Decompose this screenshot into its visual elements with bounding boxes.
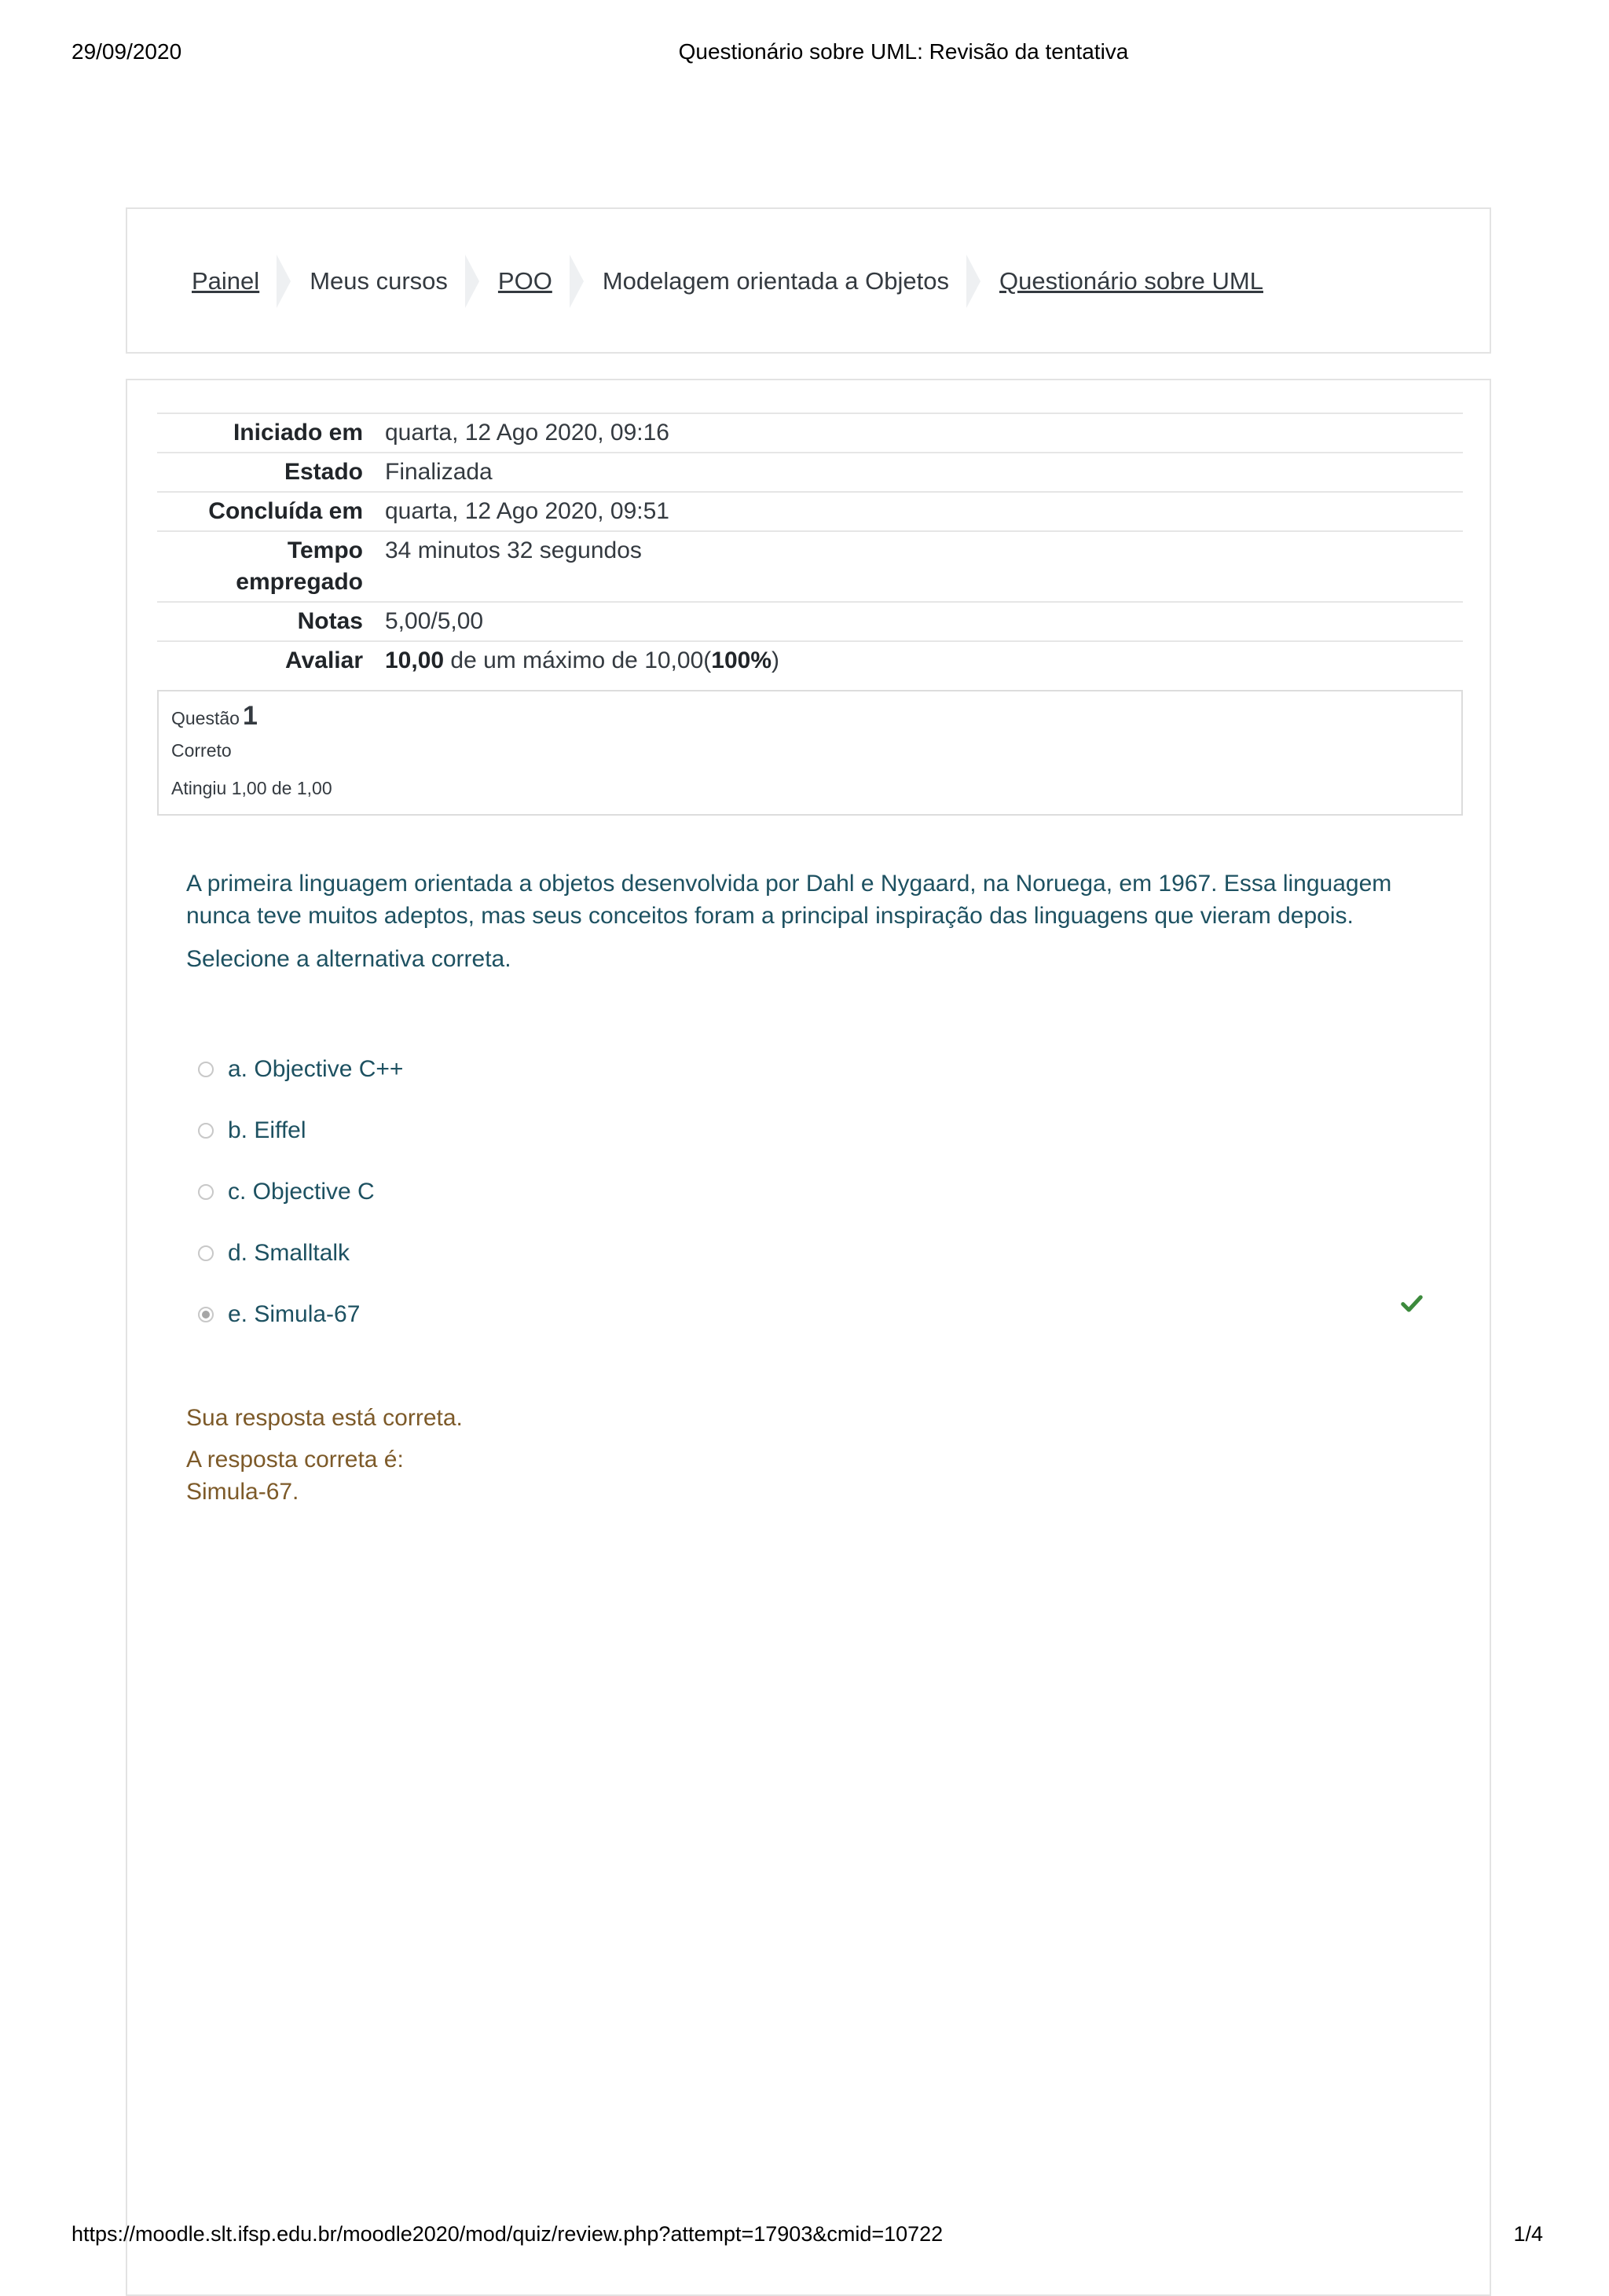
question-grade: Atingiu 1,00 de 1,00: [171, 778, 332, 798]
summary-row-grade: [157, 641, 1463, 680]
answer-label: d. Smalltalk: [228, 1240, 350, 1266]
question-content: [186, 867, 1443, 975]
question-prompt: Selecione a alternativa correta.: [186, 946, 511, 972]
grade-text: de um máximo de 10,00(: [450, 647, 712, 673]
summary-label: Tempo empregado: [157, 531, 385, 602]
quiz-review-card: [126, 379, 1491, 2296]
summary-row-completed: [157, 492, 1463, 531]
question-state: Correto: [171, 740, 232, 761]
grade-score: 10,00: [385, 647, 445, 673]
question-prefix: Questão: [171, 708, 240, 728]
feedback-message: Sua resposta está correta.: [186, 1405, 463, 1431]
breadcrumb-separator: [465, 255, 479, 308]
print-date: 29/09/2020: [71, 39, 182, 64]
radio-button[interactable]: [198, 1123, 214, 1139]
answer-option-a[interactable]: [198, 1039, 1424, 1100]
answer-list: [198, 1039, 1424, 1345]
breadcrumb-item-poo[interactable]: POO: [497, 267, 552, 295]
summary-label: Avaliar: [157, 641, 385, 680]
breadcrumb-card: [126, 207, 1491, 354]
answer-option-b[interactable]: [198, 1100, 1424, 1161]
answer-option-d[interactable]: [198, 1223, 1424, 1284]
grade-close: ): [772, 647, 779, 673]
answer-label: b. Eiffel: [228, 1117, 306, 1143]
summary-value: quarta, 12 Ago 2020, 09:16: [385, 413, 1463, 453]
attempt-summary-table: [157, 413, 1463, 680]
summary-row-time: [157, 531, 1463, 602]
summary-value: quarta, 12 Ago 2020, 09:51: [385, 492, 1463, 531]
radio-button-checked[interactable]: [198, 1307, 214, 1322]
summary-label: Iniciado em: [157, 413, 385, 453]
question-number-value: 1: [242, 701, 258, 731]
breadcrumb-item-meus-cursos[interactable]: Meus cursos: [310, 267, 448, 295]
answer-label: c. Objective C: [228, 1179, 375, 1205]
answer-option-e[interactable]: [198, 1284, 1424, 1345]
page-number: 1/4: [1513, 2222, 1543, 2246]
answer-label: a. Objective C++: [228, 1056, 404, 1082]
radio-button[interactable]: [198, 1062, 214, 1077]
breadcrumb-separator: [966, 255, 980, 308]
grade-percent: 100%: [711, 647, 772, 673]
right-answer-label: A resposta correta é:: [186, 1447, 404, 1473]
print-header: [0, 39, 1609, 71]
summary-label: Concluída em: [157, 492, 385, 531]
summary-value: 5,00/5,00: [385, 602, 1463, 641]
print-url: https://moodle.slt.ifsp.edu.br/moodle2020/mod/quiz/review.php?attempt=17903&cmid=10722: [71, 2222, 944, 2246]
radio-button[interactable]: [198, 1184, 214, 1200]
feedback-area: [186, 1402, 463, 1508]
breadcrumb-item-questionario[interactable]: Questionário sobre UML: [999, 267, 1263, 295]
question-text: A primeira linguagem orientada a objetos desenvolvida por Dahl e Nygaard, na Noruega, em 1967. Essa linguagem nunca teve muitos adeptos, mas seus conceitos foram a principal inspiração das linguagens que vieram depois.: [186, 871, 1392, 929]
summary-row-marks: [157, 602, 1463, 641]
summary-value: Finalizada: [385, 453, 1463, 492]
right-answer-value: Simula-67.: [186, 1479, 299, 1505]
summary-value: 34 minutos 32 segundos: [385, 531, 1463, 602]
summary-label: Estado: [157, 453, 385, 492]
radio-button[interactable]: [198, 1245, 214, 1261]
question-number: [171, 701, 258, 732]
summary-row-state: [157, 453, 1463, 492]
summary-row-started: [157, 413, 1463, 453]
breadcrumb-separator: [570, 255, 584, 308]
breadcrumb-item-modelagem[interactable]: Modelagem orientada a Objetos: [602, 267, 949, 295]
breadcrumb: [192, 264, 1263, 299]
breadcrumb-separator: [277, 255, 291, 308]
summary-label: Notas: [157, 602, 385, 641]
question-info-box: [157, 690, 1463, 816]
answer-option-c[interactable]: [198, 1161, 1424, 1223]
print-title: Questionário sobre UML: Revisão da tentativa: [678, 39, 1129, 64]
summary-value: [385, 641, 1463, 680]
answer-label: e. Simula-67: [228, 1301, 361, 1327]
check-icon: [1400, 1292, 1424, 1315]
breadcrumb-item-painel[interactable]: Painel: [192, 267, 260, 295]
